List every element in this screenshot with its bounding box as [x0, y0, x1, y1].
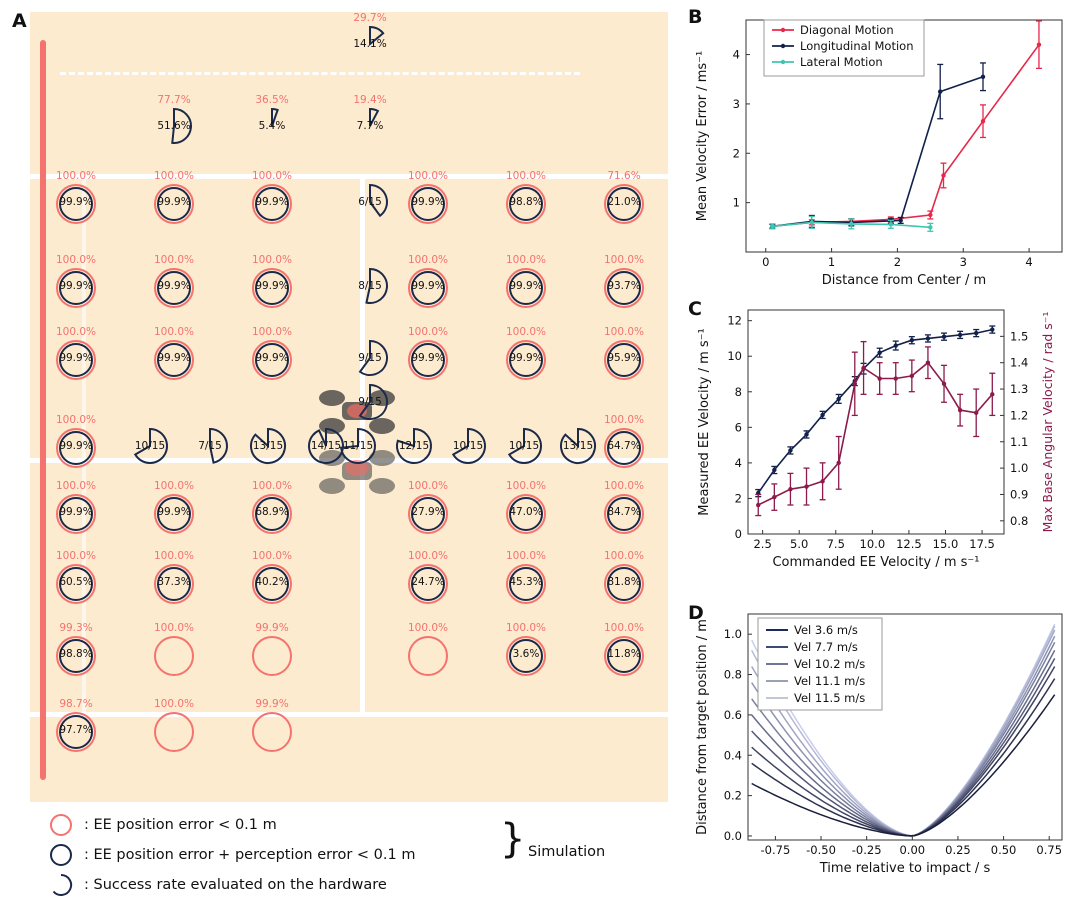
cell-inner-value: 60.5% — [59, 576, 93, 588]
grid-cell — [400, 552, 456, 610]
grid-cell — [244, 328, 300, 386]
cell-outer-value: 100.0% — [603, 254, 645, 266]
legend-text-arc: : Success rate evaluated on the hardware — [84, 877, 387, 893]
cell-inner-value: 3.6% — [512, 648, 540, 660]
grid-cell — [342, 14, 398, 72]
svg-text:0: 0 — [762, 255, 770, 269]
cell-outer-value: 100.0% — [251, 326, 293, 338]
grid-cell — [400, 172, 456, 230]
cell-inner-value: 5.4% — [258, 120, 286, 132]
svg-text:Distance from Center / m: Distance from Center / m — [821, 273, 987, 288]
svg-text:2: 2 — [734, 491, 742, 506]
cell-outer-value: 100.0% — [153, 254, 195, 266]
cell-inner-value: 7.7% — [356, 120, 384, 132]
cell-outer-value: 100.0% — [153, 170, 195, 182]
svg-text:Time relative to impact / s: Time relative to impact / s — [819, 861, 991, 876]
svg-text:0.75: 0.75 — [1036, 843, 1063, 857]
grid-cell — [244, 700, 300, 758]
cell-inner-value: 99.9% — [157, 506, 191, 518]
cell-outer-value: 100.0% — [153, 622, 195, 634]
navy-circle-icon — [48, 842, 78, 868]
grid-cell — [498, 328, 554, 386]
cell-outer-value: 100.0% — [603, 622, 645, 634]
cell-inner-value: 45.3% — [509, 576, 543, 588]
cell-outer-value: 100.0% — [407, 550, 449, 562]
cell-inner-value: 99.9% — [509, 352, 543, 364]
cell-inner-value: 99.9% — [59, 352, 93, 364]
svg-text:10.0: 10.0 — [859, 537, 886, 551]
cell-outer-value: 99.9% — [255, 698, 289, 710]
svg-text:12.5: 12.5 — [896, 537, 922, 551]
cell-outer-value: 100.0% — [407, 254, 449, 266]
cell-outer-value: 100.0% — [251, 480, 293, 492]
svg-text:10: 10 — [727, 349, 742, 364]
cell-inner-value: 11/15 — [342, 440, 374, 452]
svg-text:2.5: 2.5 — [753, 537, 772, 551]
cell-inner-value: 7/15 — [198, 440, 222, 452]
cell-outer-value: 99.3% — [59, 622, 93, 634]
svg-text:1.5: 1.5 — [1010, 329, 1029, 344]
cell-inner-value: 13/15 — [562, 440, 594, 452]
cell-inner-value: 10/15 — [134, 440, 166, 452]
red-success-ring — [408, 636, 448, 676]
cell-outer-value: 100.0% — [55, 326, 97, 338]
cell-inner-value: 47.0% — [509, 506, 543, 518]
grid-cell — [244, 624, 300, 682]
cell-inner-value: 64.7% — [607, 440, 641, 452]
grid-cell — [400, 624, 456, 682]
cell-outer-value: 100.0% — [505, 254, 547, 266]
arc-icon — [48, 872, 78, 898]
cell-outer-value: 98.7% — [59, 698, 93, 710]
grid-cell — [48, 552, 104, 610]
panel-a-field — [30, 12, 668, 802]
cell-outer-value: 36.5% — [255, 94, 289, 106]
svg-text:4: 4 — [1025, 255, 1033, 269]
grid-cell — [146, 256, 202, 314]
svg-text:0.50: 0.50 — [990, 843, 1017, 857]
svg-text:2: 2 — [732, 146, 740, 161]
svg-text:2: 2 — [893, 255, 902, 269]
cell-outer-value: 100.0% — [55, 254, 97, 266]
legend-brace-label: Simulation — [528, 844, 606, 860]
svg-text:Mean Velocity Error / ms⁻¹: Mean Velocity Error / ms⁻¹ — [695, 50, 710, 222]
cell-inner-value: 13/15 — [252, 440, 284, 452]
cell-inner-value: 99.9% — [411, 352, 445, 364]
grid-cell — [48, 328, 104, 386]
grid-cell — [496, 416, 552, 474]
red-success-ring — [154, 636, 194, 676]
svg-text:3: 3 — [959, 255, 967, 269]
cell-outer-value: 100.0% — [505, 480, 547, 492]
grid-cell — [48, 416, 104, 474]
legend-text-red: : EE position error < 0.1 m — [84, 817, 277, 833]
grid-cell — [498, 624, 554, 682]
cell-inner-value: 93.7% — [607, 280, 641, 292]
cell-outer-value: 100.0% — [505, 170, 547, 182]
grid-cell — [48, 482, 104, 540]
grid-cell — [146, 172, 202, 230]
grid-cell — [596, 328, 652, 386]
red-success-ring — [154, 712, 194, 752]
cell-inner-value: 98.8% — [59, 648, 93, 660]
svg-text:0.25: 0.25 — [945, 843, 971, 857]
panel-d — [686, 600, 1074, 900]
cell-inner-value: 68.9% — [255, 506, 289, 518]
svg-text:Diagonal Motion: Diagonal Motion — [800, 23, 894, 37]
cell-outer-value: 100.0% — [505, 550, 547, 562]
grid-cell — [498, 552, 554, 610]
svg-text:4: 4 — [734, 455, 742, 470]
cell-inner-value: 99.9% — [411, 280, 445, 292]
grid-cell — [244, 552, 300, 610]
cell-inner-value: 99.9% — [59, 280, 93, 292]
cell-inner-value: 10/15 — [452, 440, 484, 452]
svg-text:Vel 3.6 m/s: Vel 3.6 m/s — [794, 623, 858, 637]
grid-cell — [146, 552, 202, 610]
svg-text:Vel 10.2 m/s: Vel 10.2 m/s — [794, 657, 866, 671]
grid-cell — [400, 328, 456, 386]
grid-cell — [48, 256, 104, 314]
svg-text:Vel 11.5 m/s: Vel 11.5 m/s — [794, 691, 866, 705]
cell-inner-value: 14/15 — [310, 440, 342, 452]
svg-text:1: 1 — [827, 255, 836, 269]
cell-outer-value: 19.4% — [353, 94, 387, 106]
cell-outer-value: 100.0% — [153, 326, 195, 338]
svg-text:4: 4 — [732, 47, 740, 62]
panel-d-label: D — [688, 602, 704, 624]
cell-outer-value: 100.0% — [603, 480, 645, 492]
grid-cell — [48, 172, 104, 230]
cell-outer-value: 100.0% — [407, 480, 449, 492]
svg-text:Lateral Motion: Lateral Motion — [800, 55, 883, 69]
grid-cell — [244, 172, 300, 230]
grid-cell — [342, 172, 398, 230]
cell-outer-value: 100.0% — [55, 414, 97, 426]
cell-inner-value: 99.9% — [59, 196, 93, 208]
grid-cell — [244, 256, 300, 314]
grid-cell — [122, 416, 178, 474]
panel-c-chart — [686, 296, 1074, 596]
grid-cell — [330, 416, 386, 474]
grid-cell — [596, 416, 652, 474]
cell-inner-value: 8/15 — [358, 280, 382, 292]
red-wall-bar — [40, 40, 46, 780]
cell-inner-value: 9/15 — [358, 396, 382, 408]
cell-inner-value: 51.6% — [157, 120, 191, 132]
grid-cell — [146, 624, 202, 682]
cell-outer-value: 100.0% — [55, 550, 97, 562]
panel-d-chart — [686, 600, 1074, 900]
cell-outer-value: 100.0% — [153, 550, 195, 562]
grid-cell — [498, 172, 554, 230]
cell-inner-value: 99.9% — [157, 352, 191, 364]
cell-inner-value: 14.1% — [353, 38, 387, 50]
cell-inner-value: 97.7% — [59, 724, 93, 736]
svg-text:-0.25: -0.25 — [851, 843, 882, 857]
grid-cell — [146, 700, 202, 758]
svg-text:0.8: 0.8 — [723, 667, 742, 682]
svg-text:8: 8 — [734, 384, 742, 399]
svg-text:1.4: 1.4 — [1010, 355, 1029, 370]
cell-outer-value: 100.0% — [505, 326, 547, 338]
grid-cell — [146, 328, 202, 386]
grid-cell — [342, 256, 398, 314]
svg-text:7.5: 7.5 — [826, 537, 845, 551]
legend-text-navy: : EE position error + perception error < 0.1 m — [84, 847, 416, 863]
cell-inner-value: 6/15 — [358, 196, 382, 208]
cell-outer-value: 100.0% — [407, 170, 449, 182]
svg-text:0.4: 0.4 — [723, 748, 742, 763]
grid-line-h3 — [30, 712, 668, 717]
panel-b — [686, 4, 1074, 290]
red-success-ring — [252, 636, 292, 676]
legend-row-arc — [48, 870, 668, 900]
svg-text:0.0: 0.0 — [723, 828, 742, 843]
svg-text:Commanded EE Velocity / m s⁻¹: Commanded EE Velocity / m s⁻¹ — [772, 555, 980, 570]
cell-outer-value: 100.0% — [407, 622, 449, 634]
svg-text:1: 1 — [732, 195, 740, 210]
svg-text:-0.75: -0.75 — [760, 843, 791, 857]
cell-inner-value: 99.9% — [255, 280, 289, 292]
grid-cell — [386, 416, 442, 474]
svg-text:0.9: 0.9 — [1010, 487, 1029, 502]
grid-cell — [596, 552, 652, 610]
panel-b-label: B — [688, 6, 703, 28]
grid-cell — [240, 416, 296, 474]
grid-cell — [146, 482, 202, 540]
grid-cell — [498, 256, 554, 314]
cell-inner-value: 99.9% — [411, 196, 445, 208]
grid-cell — [146, 96, 202, 154]
grid-cell — [244, 482, 300, 540]
svg-text:17.5: 17.5 — [969, 537, 995, 551]
panel-c — [686, 296, 1074, 596]
cell-outer-value: 100.0% — [251, 550, 293, 562]
cell-outer-value: 100.0% — [153, 698, 195, 710]
cell-inner-value: 21.0% — [607, 196, 641, 208]
cell-inner-value: 99.9% — [157, 280, 191, 292]
cell-inner-value: 99.9% — [59, 440, 93, 452]
svg-text:0.6: 0.6 — [723, 707, 742, 722]
cell-inner-value: 40.2% — [255, 576, 289, 588]
grid-cell — [498, 482, 554, 540]
panel-a — [8, 4, 676, 900]
cell-outer-value: 71.6% — [607, 170, 641, 182]
grid-cell — [342, 96, 398, 154]
cell-outer-value: 99.9% — [255, 622, 289, 634]
red-circle-icon — [48, 812, 78, 838]
svg-text:0: 0 — [734, 527, 742, 541]
panel-a-label: A — [12, 10, 27, 32]
grid-cell — [596, 624, 652, 682]
grid-cell — [400, 482, 456, 540]
cell-inner-value: 37.3% — [157, 576, 191, 588]
svg-text:Max Base Angular Velocity / ra: Max Base Angular Velocity / rad s⁻¹ — [1040, 311, 1055, 533]
cell-inner-value: 11.8% — [607, 648, 641, 660]
grid-cell — [596, 256, 652, 314]
grid-cell — [48, 700, 104, 758]
svg-text:1.2: 1.2 — [1010, 408, 1029, 423]
legend-row-red — [48, 810, 668, 840]
cell-inner-value: 24.7% — [411, 576, 445, 588]
svg-text:Distance from target position: Distance from target position / m — [695, 619, 710, 835]
cell-inner-value: 99.9% — [255, 352, 289, 364]
cell-inner-value: 99.9% — [509, 280, 543, 292]
cell-outer-value: 100.0% — [603, 326, 645, 338]
cell-inner-value: 99.9% — [59, 506, 93, 518]
dashed-guide-line — [60, 72, 580, 75]
cell-inner-value: 27.9% — [411, 506, 445, 518]
cell-inner-value: 12/15 — [398, 440, 430, 452]
cell-outer-value: 100.0% — [55, 480, 97, 492]
grid-cell — [400, 256, 456, 314]
svg-text:15.0: 15.0 — [932, 537, 959, 551]
cell-outer-value: 29.7% — [353, 12, 387, 24]
svg-text:6: 6 — [734, 420, 742, 435]
svg-text:1.3: 1.3 — [1010, 382, 1029, 397]
svg-text:Vel 11.1 m/s: Vel 11.1 m/s — [794, 674, 866, 688]
svg-text:3: 3 — [732, 96, 740, 111]
red-success-ring — [252, 712, 292, 752]
cell-outer-value: 100.0% — [251, 254, 293, 266]
svg-text:12: 12 — [727, 313, 742, 328]
cell-outer-value: 100.0% — [153, 480, 195, 492]
cell-inner-value: 81.8% — [607, 576, 641, 588]
grid-cell — [182, 416, 238, 474]
svg-text:Measured EE Velocity / m s⁻¹: Measured EE Velocity / m s⁻¹ — [697, 328, 712, 516]
svg-text:5.0: 5.0 — [790, 537, 809, 551]
cell-inner-value: 99.9% — [255, 196, 289, 208]
svg-text:0.8: 0.8 — [1010, 513, 1029, 528]
panel-b-chart — [686, 4, 1074, 290]
svg-text:Longitudinal Motion: Longitudinal Motion — [800, 39, 914, 53]
grid-cell — [48, 624, 104, 682]
cell-outer-value: 77.7% — [157, 94, 191, 106]
cell-outer-value: 100.0% — [603, 414, 645, 426]
cell-outer-value: 100.0% — [55, 170, 97, 182]
cell-inner-value: 98.8% — [509, 196, 543, 208]
cell-outer-value: 100.0% — [603, 550, 645, 562]
cell-outer-value: 100.0% — [505, 622, 547, 634]
svg-text:-0.50: -0.50 — [806, 843, 836, 857]
svg-text:1.0: 1.0 — [1010, 461, 1029, 476]
cell-inner-value: 95.9% — [607, 352, 641, 364]
grid-cell — [440, 416, 496, 474]
panel-c-label: C — [688, 298, 702, 320]
svg-text:Vel 7.7 m/s: Vel 7.7 m/s — [794, 640, 858, 654]
cell-inner-value: 99.9% — [157, 196, 191, 208]
cell-outer-value: 100.0% — [407, 326, 449, 338]
grid-cell — [596, 172, 652, 230]
svg-text:1.0: 1.0 — [723, 627, 742, 642]
legend-brace: } — [500, 816, 526, 862]
svg-text:1.1: 1.1 — [1010, 434, 1029, 449]
cell-outer-value: 100.0% — [251, 170, 293, 182]
cell-inner-value: 84.7% — [607, 506, 641, 518]
svg-text:0.2: 0.2 — [723, 788, 742, 803]
cell-inner-value: 10/15 — [508, 440, 540, 452]
cell-inner-value: 9/15 — [358, 352, 382, 364]
grid-cell — [244, 96, 300, 154]
svg-text:0.00: 0.00 — [899, 843, 926, 857]
grid-cell — [596, 482, 652, 540]
